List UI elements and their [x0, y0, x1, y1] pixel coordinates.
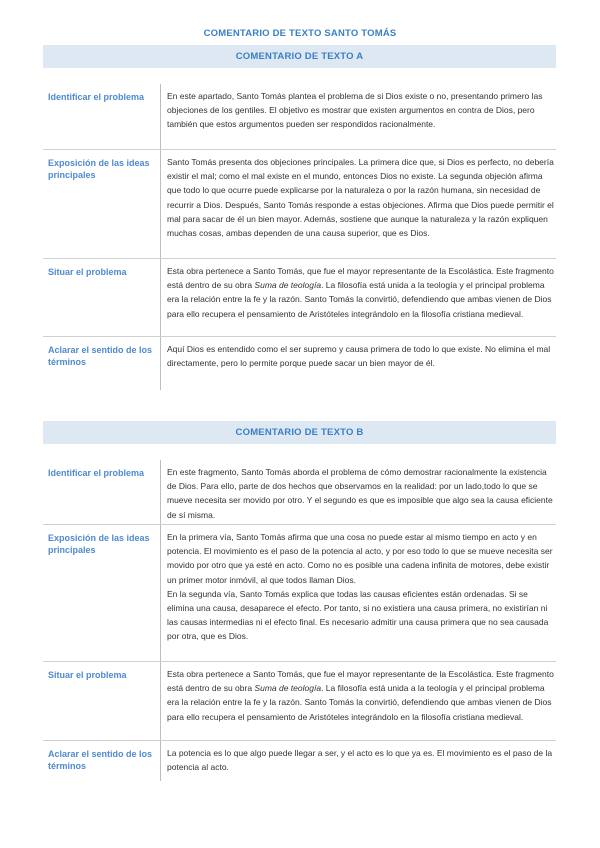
section-a-row-identificar: [43, 84, 556, 149]
column-divider: [160, 337, 161, 390]
row-text: En este fragmento, Santo Tomás aborda el problema de cómo demostrar racionalmente la existencia de Dios. Para ello, parte de dos hechos que observamos en la realidad: por un lado,todo lo que se mueve necesita ser movido por otro. Y el segundo es que es imposible que algo sea la causa eficiente de sí misma.: [167, 467, 553, 520]
column-divider: [160, 741, 161, 781]
section-a-row-situar: [43, 259, 556, 336]
section-a-row-aclarar: [43, 337, 556, 390]
section-a-row-exposicion: [43, 150, 556, 258]
section-b-row-identificar: [43, 460, 556, 524]
column-divider: [160, 150, 161, 258]
column-divider: [160, 525, 161, 661]
row-text: En este apartado, Santo Tomás plantea el problema de si Dios existe o no, presentando primero las objeciones de los gentiles. El objetivo es mostrar que existen argumentos en contra de Dios, pero también que estos argumentos pueden ser respondidos racionalmente.: [167, 91, 543, 130]
section-b-row-exposicion: [43, 525, 556, 661]
section-b-row-aclarar: [43, 741, 556, 781]
row-label: Identificar el problema: [48, 92, 145, 102]
row-text: La potencia es lo que algo puede llegar a ser, y el acto es lo que ya es. El movimiento es el paso de la potencia al acto.: [167, 748, 553, 773]
row-label: Exposición de las ideas principales: [48, 533, 150, 555]
row-label: Situar el problema: [48, 267, 127, 277]
row-text: Esta obra pertenece a Santo Tomás, que fue el mayor representante de la Escolástica. Este fragmento está dentro de su obra Suma de teología. La filosofía está unida a la teología y el principal problema era la relación entre la fe y la razón. Santo Tomás la convirtió, defendiendo que ambas vienen de Dios para ello recupera el pensamiento de Aristóteles integrándolo en la filosofía cristiana medieval.: [167, 266, 554, 319]
row-label: Aclarar el sentido de los términos: [48, 749, 153, 771]
row-label: Identificar el problema: [48, 468, 145, 478]
work-title: Suma de teología: [254, 280, 322, 291]
row-text: Aquí Dios es entendido como el ser supremo y causa primera de todo lo que existe. No elimina el mal directamente, pero lo permite porque puede sacar un bien mayor de él.: [167, 344, 551, 369]
column-divider: [160, 259, 161, 336]
column-divider: [160, 84, 161, 149]
document-title: COMENTARIO DE TEXTO SANTO TOMÁS: [203, 28, 397, 39]
row-label: Aclarar el sentido de los términos: [48, 345, 153, 367]
row-text: Esta obra pertenece a Santo Tomás, que fue el mayor representante de la Escolástica. Este fragmento está dentro de su obra Suma de teología. La filosofía está unida a la teología y el principal problema era la relación entre la fe y la razón. Santo Tomás la convirtió, defendiendo que ambas vienen de Dios para ello recupera el pensamiento de Aristóteles integrándolo en la filosofía cristiana medieval.: [167, 669, 554, 722]
work-title: Suma de teología: [254, 683, 322, 694]
row-text: En la primera vía, Santo Tomás afirma que una cosa no puede estar al mismo tiempo en acto y en potencia. El movimiento es el paso de la potencia al acto, y por eso todo lo que se mueve necesita ser movido por otro que ya esté en acto. Como no es posible una cadena infinita de motores, debe existir un primer motor inmóvil, al que todos llaman Dios. En la segunda vía, Santo Tomás explica que todas las causas eficientes están ordenadas. Si se elimina una causa, desaparece el efecto. Por tanto, si no existiera una causa primera, no existirían ni las causas intermedias ni el efecto final. Es necesario admitir una causa primera que no sea causada por otra, que es Dios.: [167, 532, 553, 642]
column-divider: [160, 460, 161, 524]
section-b-row-situar: [43, 662, 556, 740]
row-text: Santo Tomás presenta dos objeciones principales. La primera dice que, si Dios es perfecto, no debería existir el mal; como el mal existe en el mundo, entonces Dios no existe. La segunda objeción afirma que todo lo que ocurre puede explicarse por la naturaleza o por la razón humana, sin necesidad de recurrir a Dios. Después, Santo Tomás responde a estas objeciones. Afirma que Dios puede permitir el mal para sacar de él un bien mayor. Además, sostiene que aunque la naturaleza y la razón expliquen muchas cosas, ambas dependen de una causa superior, que es Dios.: [167, 157, 554, 239]
section-a-heading: COMENTARIO DE TEXTO A: [43, 45, 556, 68]
row-label: Situar el problema: [48, 670, 127, 680]
row-label: Exposición de las ideas principales: [48, 158, 150, 180]
column-divider: [160, 662, 161, 740]
section-b-heading: COMENTARIO DE TEXTO B: [43, 421, 556, 444]
